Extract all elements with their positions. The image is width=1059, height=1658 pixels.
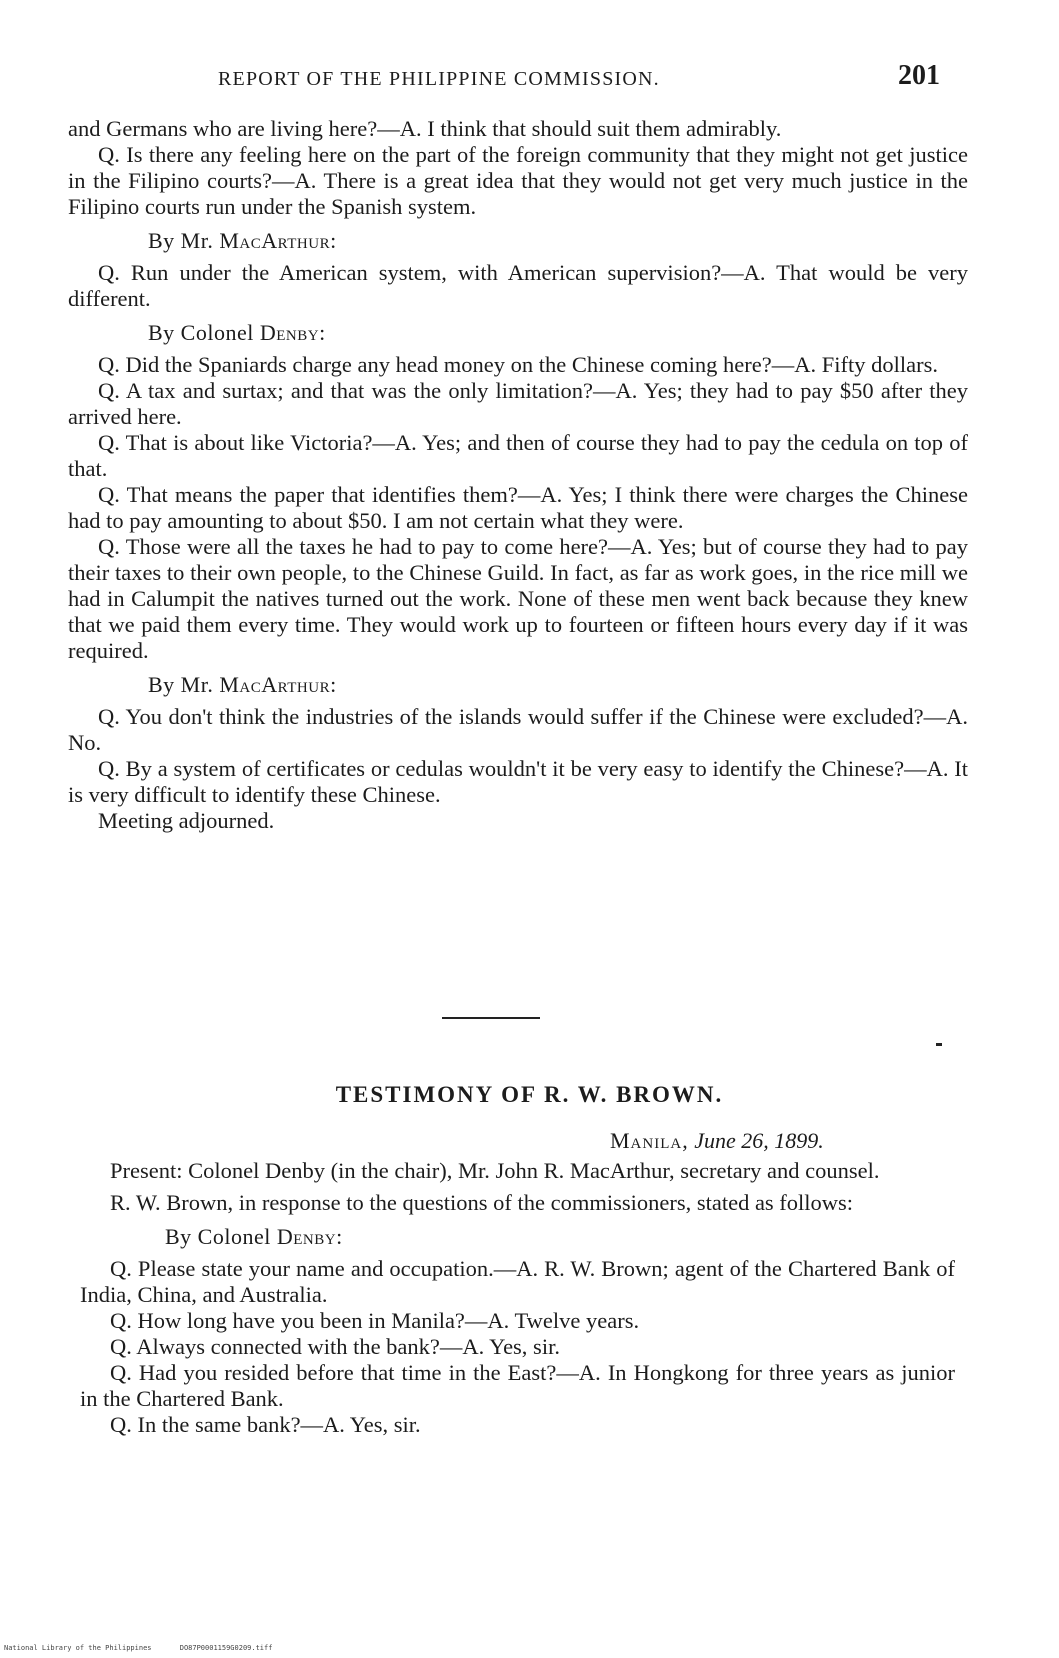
speaker-name: MacArthur bbox=[219, 228, 331, 253]
qa-paragraph: Q. Always connected with the bank?—A. Yes, sir. bbox=[110, 1334, 560, 1359]
footer-file: DO87P0001159G0209.tiff bbox=[179, 1644, 273, 1652]
qa-paragraph: Q. Had you resided before that time in the East?—A. In Hongkong for three years as junior in the Chartered Bank. bbox=[80, 1360, 955, 1411]
intro-paragraph: R. W. Brown, in response to the questions of the commissioners, stated as follows: bbox=[110, 1190, 854, 1215]
running-header: REPORT OF THE PHILIPPINE COMMISSION. bbox=[218, 68, 660, 90]
speaker-prefix: By Mr. bbox=[148, 228, 220, 253]
dateline bbox=[610, 1128, 824, 1154]
scan-footer bbox=[4, 1644, 296, 1652]
dateline-date: June 26, 1899. bbox=[694, 1128, 824, 1153]
paragraph: Q. Those were all the taxes he had to pay to come here?—A. Yes; but of course they had to pay their taxes to their own people, to the Chinese Guild. In fact, as far as work goes, in the rice mill we had in Calumpit the natives turned out the work. None of these men went back because they knew that we paid them every time. They would work up to fourteen or fifteen hours every day if it was required. bbox=[68, 534, 968, 663]
paragraph: Q. That means the paper that identifies them?—A. Yes; I think there were charges the Chinese had to pay amounting to about $50. I am not certain what they were. bbox=[68, 482, 968, 533]
paragraph: Q. A tax and surtax; and that was the only limitation?—A. Yes; they had to pay $50 after they arrived here. bbox=[68, 378, 968, 429]
margin-mark bbox=[936, 1043, 942, 1046]
speaker-suffix: : bbox=[330, 228, 337, 253]
speaker-heading bbox=[68, 228, 968, 254]
speaker-prefix: By Mr. bbox=[148, 672, 220, 697]
speaker-name: MacArthur bbox=[219, 672, 331, 697]
paragraph: Q. That is about like Victoria?—A. Yes; and then of course they had to pay the cedula on top of that. bbox=[68, 430, 968, 481]
paragraph: Q. By a system of certificates or cedulas wouldn't it be very easy to identify the Chinese?—A. It is very difficult to identify these Chinese. bbox=[68, 756, 968, 807]
speaker-heading bbox=[68, 320, 968, 346]
qa-paragraph: Q. In the same bank?—A. Yes, sir. bbox=[110, 1412, 421, 1437]
speaker-heading bbox=[68, 672, 968, 698]
dateline-place: Manila, bbox=[610, 1128, 689, 1153]
speaker-name: Denby bbox=[259, 320, 320, 345]
qa-paragraph: Q. How long have you been in Manila?—A. Twelve years. bbox=[110, 1308, 640, 1333]
paragraph: Q. You don't think the industries of the islands would suffer if the Chinese were excluded?—A. No. bbox=[68, 704, 968, 755]
paragraph: Q. Did the Spaniards charge any head money on the Chinese coming here?—A. Fifty dollars. bbox=[98, 352, 939, 377]
section-divider bbox=[442, 1017, 540, 1019]
paragraph: and Germans who are living here?—A. I think that should suit them admirably. bbox=[68, 116, 782, 141]
adjourned-line: Meeting adjourned. bbox=[98, 808, 275, 833]
speaker-heading bbox=[80, 1224, 955, 1250]
testimony-title: TESTIMONY OF R. W. BROWN. bbox=[335, 1082, 724, 1107]
speaker-suffix: : bbox=[330, 672, 337, 697]
speaker-name: Denby bbox=[276, 1224, 337, 1249]
top-section bbox=[68, 116, 968, 834]
speaker-suffix: : bbox=[319, 320, 326, 345]
qa-paragraph: Q. Please state your name and occupation.—A. R. W. Brown; agent of the Chartered Bank of India, China, and Australia. bbox=[80, 1256, 955, 1307]
paragraph: Q. Run under the American system, with American supervision?—A. That would be very different. bbox=[68, 260, 968, 311]
speaker-suffix: : bbox=[336, 1224, 343, 1249]
page-number: 201 bbox=[898, 60, 940, 91]
footer-library: National Library of the Philippines bbox=[4, 1644, 152, 1652]
paragraph: Q. Is there any feeling here on the part of the foreign community that they might not get justice in the Filipino courts?—A. There is a great idea that they would not get very much justice in the Filipino courts run under the Spanish system. bbox=[68, 142, 968, 219]
present-paragraph: Present: Colonel Denby (in the chair), Mr. John R. MacArthur, secretary and counsel. bbox=[110, 1158, 880, 1183]
testimony-body bbox=[80, 1158, 955, 1438]
speaker-prefix: By Colonel bbox=[165, 1224, 277, 1249]
speaker-prefix: By Colonel bbox=[148, 320, 260, 345]
